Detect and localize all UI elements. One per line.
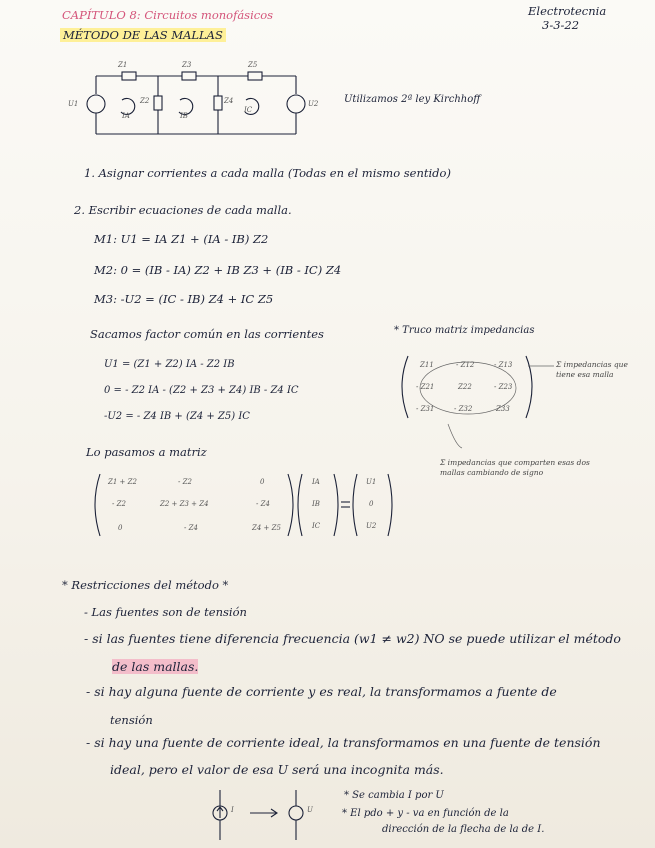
sketch-label-u: U (307, 806, 313, 814)
imp-23: - Z23 (494, 383, 513, 391)
subject-label: Electrotecnia (528, 4, 607, 18)
label-z5: Z5 (248, 61, 258, 69)
label-ib: IB (180, 112, 188, 120)
label-z1: Z1 (118, 61, 128, 69)
label-u1: U1 (68, 100, 79, 108)
imp-31: - Z31 (416, 405, 435, 413)
restriction-4b: ideal, pero el valor de esa U será una incognita más. (110, 762, 444, 777)
source-u2: U2 (366, 522, 377, 530)
restriction-4: - si hay una fuente de corriente ideal, la transformamos en una fuente de tensión (86, 735, 601, 750)
chapter-title: CAPÍTULO 8: Circuitos monofásicos (62, 8, 274, 22)
imp-22: Z22 (458, 383, 472, 391)
label-ia: IA (122, 112, 130, 120)
imp-11: Z11 (420, 361, 434, 369)
impedance-note-right: Σ impedancias que tiene esa malla (556, 360, 628, 379)
restriction-2b-text: de las mallas. (112, 659, 199, 674)
matrix-r3-c3: Z4 + Z5 (252, 524, 281, 532)
bottom-note-2: * El pdo + y - va en función de la (342, 808, 509, 819)
label-u2: U2 (308, 100, 319, 108)
matrix-r3-c2: - Z4 (184, 524, 198, 532)
kirchhoff-note: Utilizamos 2ª ley Kirchhoff (344, 94, 481, 105)
label-z2: Z2 (140, 97, 150, 105)
bottom-note-3: dirección de la flecha de la de I. (382, 824, 545, 835)
imp-12: - Z12 (456, 361, 475, 369)
restriction-3: - si hay alguna fuente de corriente y es real, la transformamos a fuente de (86, 684, 557, 699)
current-ia: IA (312, 478, 320, 486)
matrix-r3-c1: 0 (118, 524, 123, 532)
current-ib: IB (312, 500, 320, 508)
imp-13: - Z13 (494, 361, 513, 369)
step-2: 2. Escribir ecuaciones de cada malla. (74, 203, 292, 217)
bottom-note-1: * Se cambia I por U (344, 790, 444, 801)
mesh-eq-3: M3: -U2 = (IC - IB) Z4 + IC Z5 (94, 292, 274, 306)
mesh-eq-2: M2: 0 = (IB - IA) Z2 + IB Z3 + (IB - IC) Z4 (94, 263, 342, 277)
page-title: MÉTODO DE LAS MALLAS (60, 28, 226, 42)
imp-21: - Z21 (416, 383, 435, 391)
source-0: 0 (369, 500, 374, 508)
matrix-r2-c3: - Z4 (256, 500, 270, 508)
step-1: 1. Asignar corrientes a cada malla (Todas en el mismo sentido) (84, 166, 451, 180)
label-z3: Z3 (182, 61, 192, 69)
factor-heading: Sacamos factor común en las corrientes (90, 327, 324, 341)
restrictions-heading: * Restricciones del método * (62, 578, 229, 592)
impedance-note-bottom: Σ impedancias que comparten esas dos mallas cambiando de signo (440, 458, 590, 478)
impedance-heading: * Truco matriz impedancias (394, 325, 535, 336)
factor-eq-2: 0 = - Z2 IA - (Z2 + Z3 + Z4) IB - Z4 IC (104, 385, 299, 396)
restriction-2: - si las fuentes tiene diferencia frecuencia (w1 ≠ w2) NO se puede utilizar el método (84, 631, 621, 646)
factor-eq-3: -U2 = - Z4 IB + (Z4 + Z5) IC (104, 411, 250, 422)
restriction-1: - Las fuentes son de tensión (84, 605, 247, 619)
matrix-r2-c1: - Z2 (112, 500, 126, 508)
matrix-r1-c1: Z1 + Z2 (108, 478, 137, 486)
current-ic: IC (312, 522, 321, 530)
matrix-heading: Lo pasamos a matriz (86, 445, 207, 459)
factor-eq-1: U1 = (Z1 + Z2) IA - Z2 IB (104, 359, 235, 370)
matrix-r1-c3: 0 (260, 478, 265, 486)
mesh-eq-1: M1: U1 = IA Z1 + (IA - IB) Z2 (94, 232, 269, 246)
sketch-label-i: I (231, 806, 234, 814)
label-ic: IC (244, 106, 253, 114)
matrix-r1-c2: - Z2 (178, 478, 192, 486)
imp-32: - Z32 (454, 405, 473, 413)
date-label: 3-3-22 (542, 18, 580, 32)
imp-33: Z33 (496, 405, 510, 413)
restriction-3b: tensión (110, 713, 153, 727)
matrix-r2-c2: Z2 + Z3 + Z4 (160, 500, 209, 508)
source-u1: U1 (366, 478, 377, 486)
label-z4: Z4 (224, 97, 234, 105)
